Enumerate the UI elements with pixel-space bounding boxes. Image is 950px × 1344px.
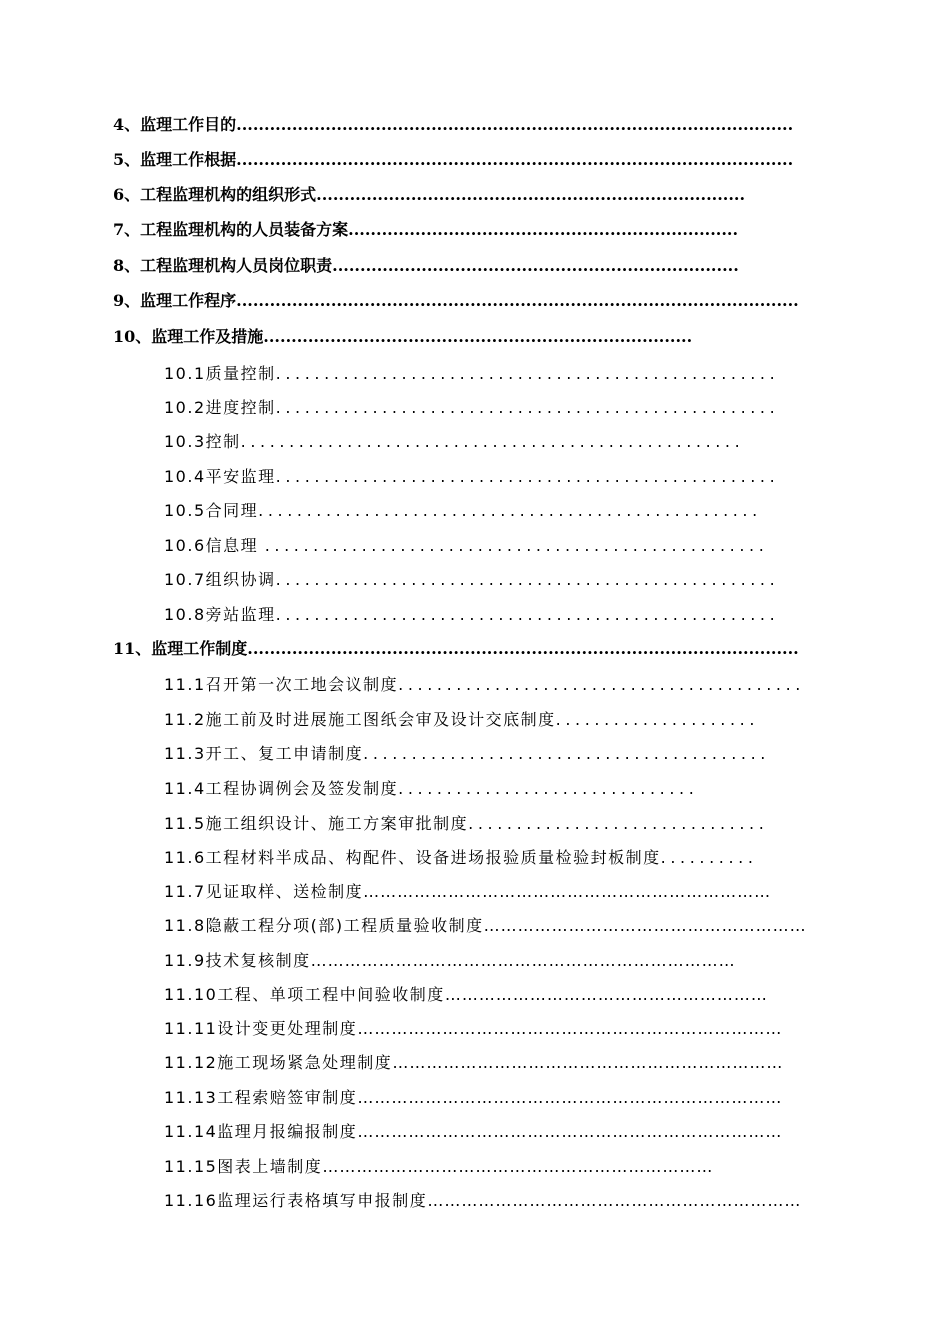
toc-leader: ......................................................................... xyxy=(332,256,739,275)
toc-entry-label: 10、监理工作及措施 xyxy=(113,327,264,346)
toc-entry-label: 11.15图表上墙制度 xyxy=(164,1157,323,1176)
toc-entry-label: 10.4平安监理 xyxy=(164,467,276,486)
toc-leader: .......... xyxy=(660,848,758,867)
toc-entry-11-9 xyxy=(164,950,736,972)
toc-entry-label: 10.8旁站监理 xyxy=(164,605,276,624)
toc-entry-11-8 xyxy=(164,915,807,937)
toc-leader: ………………………………………………………………… xyxy=(357,1019,783,1038)
toc-leader: ............................... xyxy=(468,814,769,833)
toc-entry-label: 10.1质量控制 xyxy=(164,364,276,383)
toc-entry-label: 8、工程监理机构人员岗位职责 xyxy=(113,256,333,275)
toc-entry-11 xyxy=(113,638,799,660)
toc-entry-label: 10.6信息理 xyxy=(164,536,265,555)
toc-leader: ................................................................................................... xyxy=(247,639,799,658)
toc-entry-11-4 xyxy=(164,778,698,800)
toc-leader: .................................................... xyxy=(275,570,780,589)
toc-entry-label: 11.16监理运行表格填写申报制度 xyxy=(164,1191,428,1210)
toc-leader: ………………………………………………… xyxy=(444,985,768,1004)
toc-leader: …………………………………………………………… xyxy=(392,1053,784,1072)
toc-entry-6 xyxy=(113,184,745,206)
toc-entry-10-3 xyxy=(164,431,744,453)
toc-leader: ..................... xyxy=(555,710,760,729)
toc-entry-label: 11.9技术复核制度 xyxy=(164,951,311,970)
toc-entry-10-1 xyxy=(164,363,779,385)
toc-entry-label: 10.5合同理 xyxy=(164,501,259,520)
toc-entry-11-5 xyxy=(164,813,768,835)
toc-entry-label: 11.3开工、复工申请制度 xyxy=(164,744,364,763)
toc-leader: .................................................................................................... xyxy=(236,115,794,134)
toc-entry-10-7 xyxy=(164,569,779,591)
toc-entry-label: 11.7见证取样、送检制度 xyxy=(164,882,364,901)
toc-entry-10-2 xyxy=(164,397,779,419)
toc-entry-5 xyxy=(113,149,793,171)
toc-entry-7 xyxy=(113,219,738,241)
toc-entry-label: 11.8隐蔽工程分项(部)工程质量验收制度 xyxy=(164,916,484,935)
toc-entry-label: 6、工程监理机构的组织形式 xyxy=(113,185,317,204)
toc-entry-label: 4、监理工作目的 xyxy=(113,115,237,134)
toc-entry-11-14 xyxy=(164,1121,782,1143)
toc-entry-11-13 xyxy=(164,1087,782,1109)
toc-entry-label: 10.3控制 xyxy=(164,432,241,451)
toc-entry-10-5 xyxy=(164,500,762,522)
toc-entry-label: 11.1召开第一次工地会议制度 xyxy=(164,675,399,694)
toc-leader: ………………………………………………………………… xyxy=(310,951,736,970)
toc-entry-11-2 xyxy=(164,709,759,731)
toc-entry-label: 5、监理工作根据 xyxy=(113,150,237,169)
toc-entry-11-6 xyxy=(164,847,758,869)
toc-entry-10 xyxy=(113,326,692,348)
toc-leader: .......................................... xyxy=(398,675,805,694)
toc-leader: .................................................................................................... xyxy=(236,150,794,169)
toc-entry-10-8 xyxy=(164,604,779,626)
toc-leader: .................................................... xyxy=(275,467,780,486)
toc-leader: .................................................... xyxy=(258,501,762,520)
toc-entry-label: 11.11设计变更处理制度 xyxy=(164,1019,358,1038)
toc-entry-label: 9、监理工作程序 xyxy=(113,291,237,310)
toc-entry-label: 11.6工程材料半成品、构配件、设备进场报验质量检验封板制度 xyxy=(164,848,661,867)
toc-leader: ………………………………………………………………… xyxy=(357,1122,783,1141)
toc-leader: .................................................... xyxy=(275,605,780,624)
toc-leader: .................................................... xyxy=(264,536,769,555)
toc-entry-11-3 xyxy=(164,743,770,765)
toc-entry-9 xyxy=(113,290,799,312)
toc-leader: ...................................................................... xyxy=(348,220,739,239)
toc-entry-label: 10.2进度控制 xyxy=(164,398,276,417)
toc-entry-label: 11.2施工前及时进展施工图纸会审及设计交底制度 xyxy=(164,710,556,729)
toc-leader: ………………………………………………………… xyxy=(427,1191,802,1210)
toc-entry-label: 7、工程监理机构的人员装备方案 xyxy=(113,220,349,239)
toc-leader: …………………………………………………………… xyxy=(322,1157,714,1176)
toc-entry-11-12 xyxy=(164,1052,783,1074)
toc-entry-label: 11.12施工现场紧急处理制度 xyxy=(164,1053,393,1072)
toc-entry-11-10 xyxy=(164,984,768,1006)
toc-entry-label: 11.4工程协调例会及签发制度 xyxy=(164,779,399,798)
toc-entry-label: 11.13工程索赔签审制度 xyxy=(164,1088,358,1107)
toc-leader: .................................................... xyxy=(275,398,780,417)
toc-leader: .......................................... xyxy=(363,744,770,763)
toc-entry-label: 11.5施工组织设计、施工方案审批制度 xyxy=(164,814,469,833)
toc-entry-10-6 xyxy=(164,535,768,557)
toc-leader: ..................................................................................................... xyxy=(236,291,799,310)
toc-leader: ............................... xyxy=(398,779,699,798)
toc-leader: .................................................... xyxy=(240,432,745,451)
toc-leader: ………………………………………………………………… xyxy=(357,1088,783,1107)
toc-leader: ……………………………………………………………… xyxy=(363,882,772,901)
toc-leader: .................................................... xyxy=(275,364,780,383)
toc-entry-8 xyxy=(113,255,739,277)
toc-entry-11-15 xyxy=(164,1156,713,1178)
toc-leader: ............................................................................. xyxy=(263,327,693,346)
toc-leader: ………………………………………………… xyxy=(483,916,807,935)
toc-entry-11-11 xyxy=(164,1018,782,1040)
toc-entry-label: 10.7组织协调 xyxy=(164,570,276,589)
toc-entry-11-16 xyxy=(164,1190,801,1212)
toc-entry-4 xyxy=(113,114,793,136)
toc-entry-label: 11.14监理月报编报制度 xyxy=(164,1122,358,1141)
toc-entry-11-1 xyxy=(164,674,805,696)
toc-entry-label: 11.10工程、单项工程中间验收制度 xyxy=(164,985,445,1004)
toc-entry-10-4 xyxy=(164,466,779,488)
toc-entry-label: 11、监理工作制度 xyxy=(113,639,248,658)
toc-leader: ............................................................................. xyxy=(316,185,746,204)
toc-entry-11-7 xyxy=(164,881,771,903)
